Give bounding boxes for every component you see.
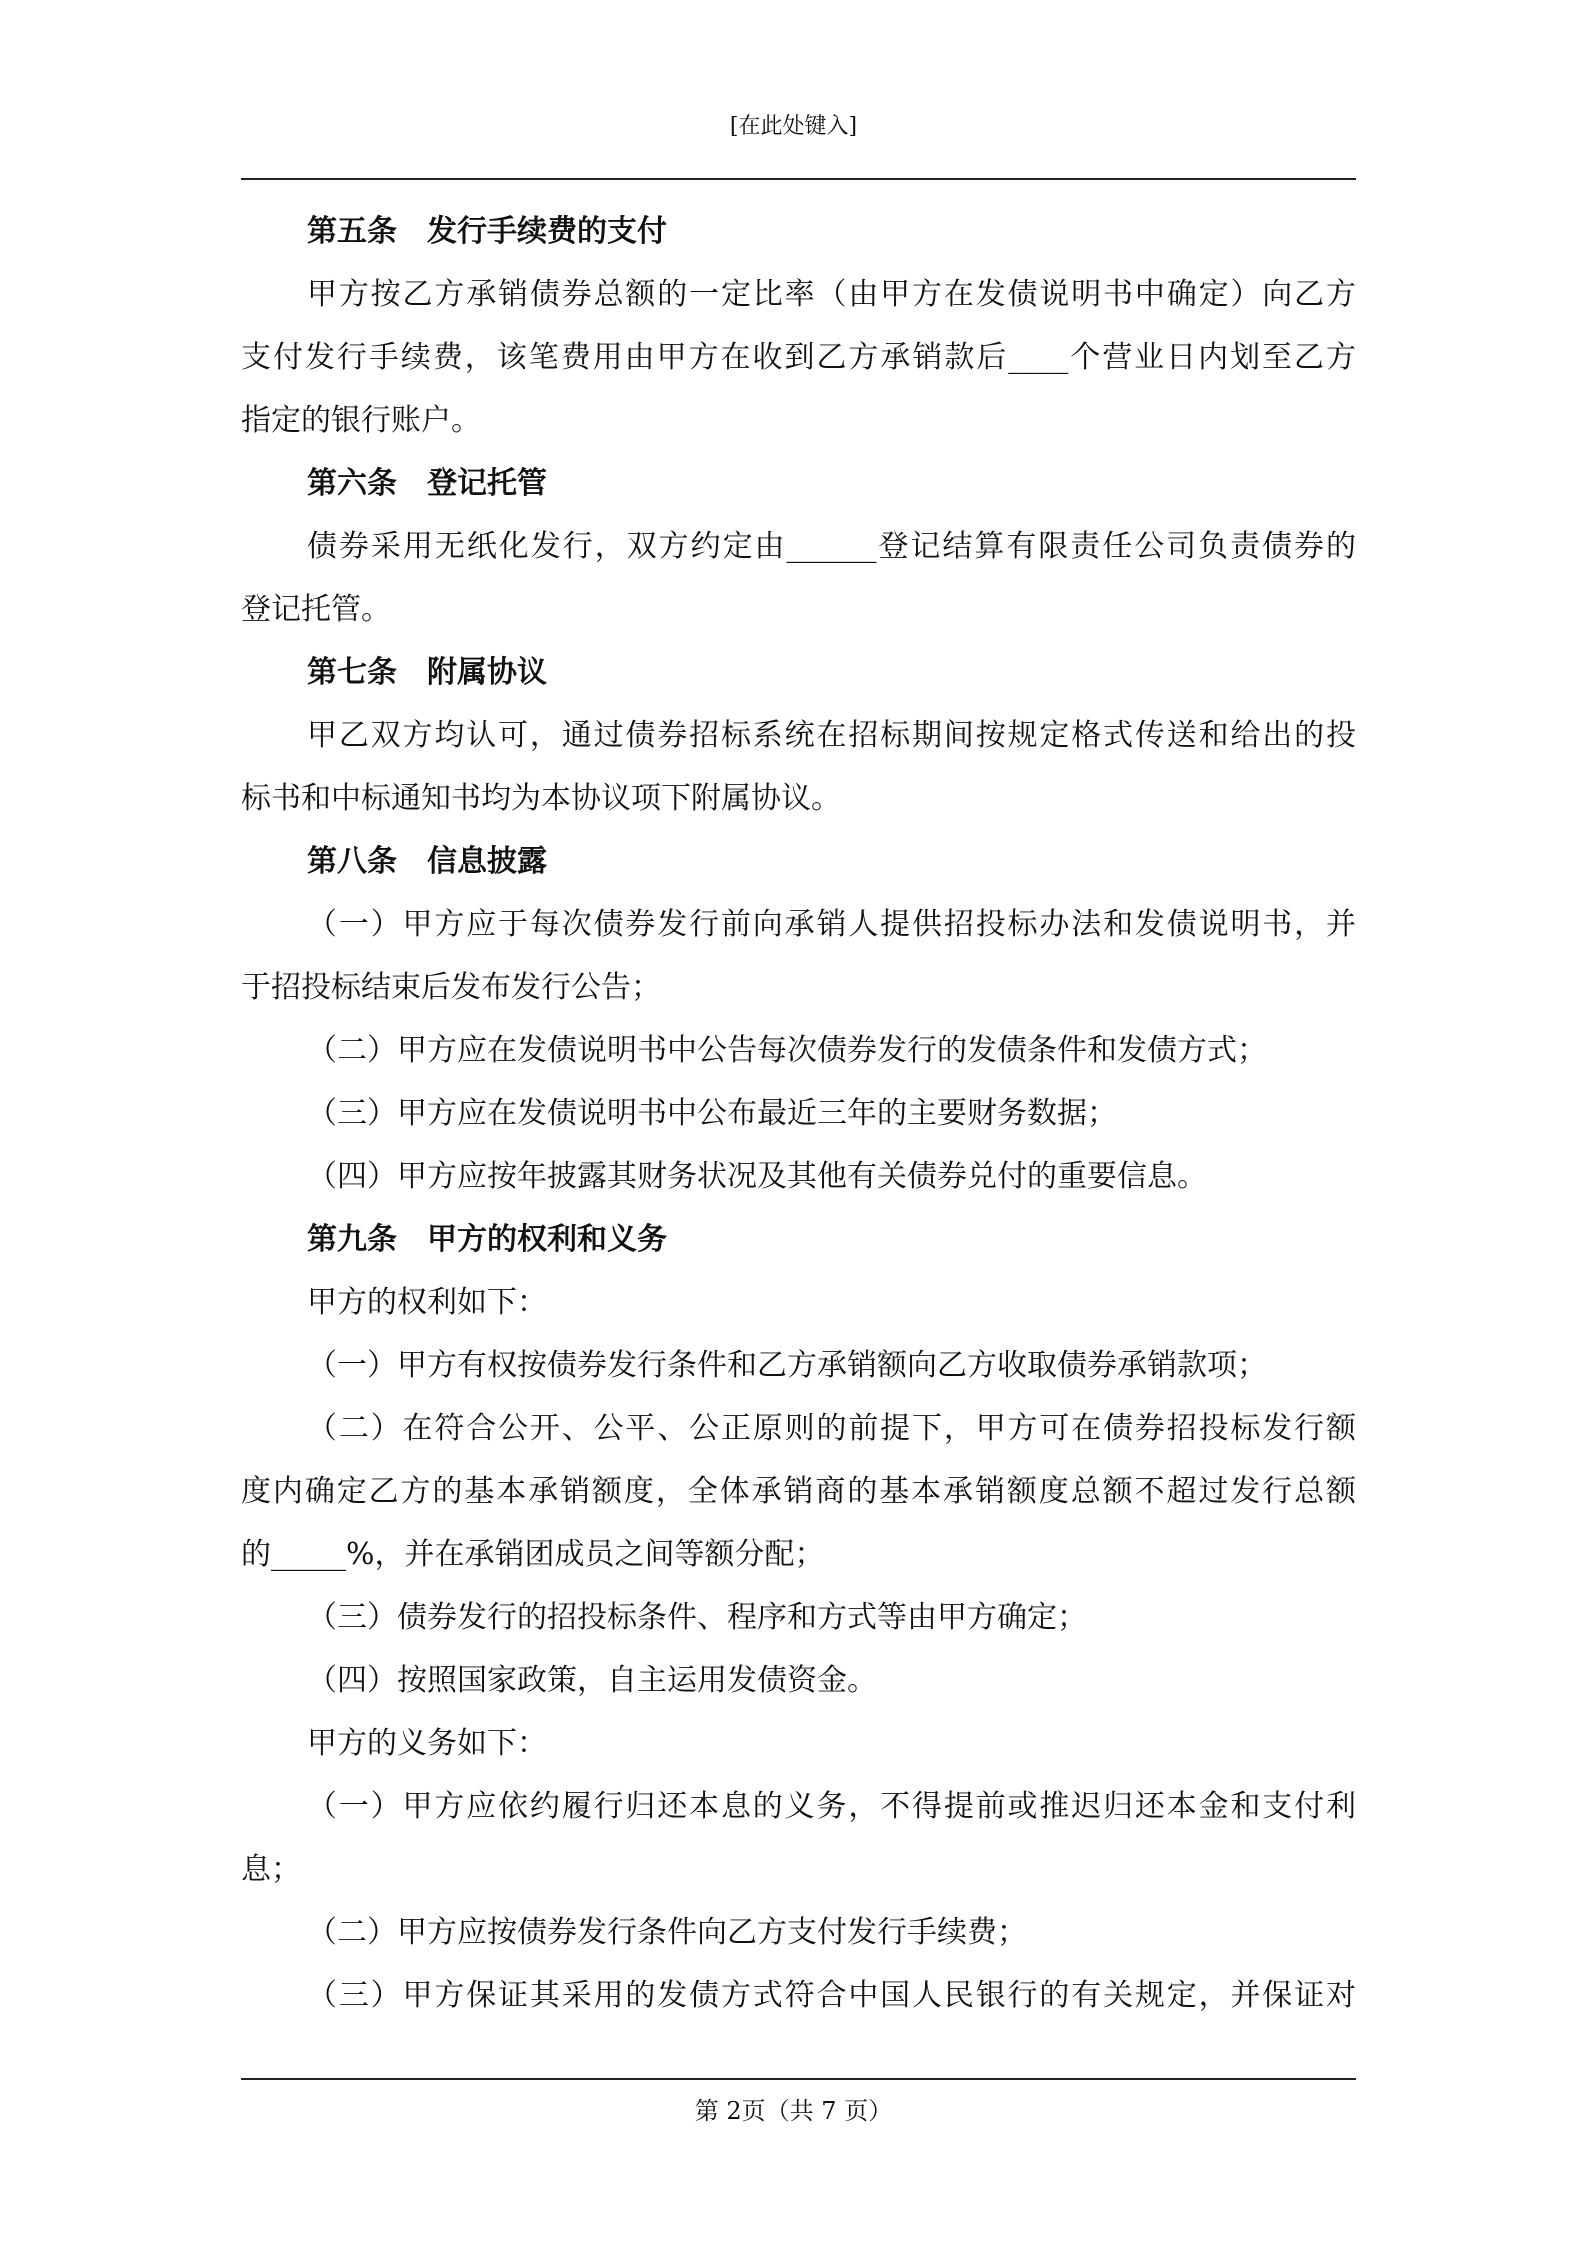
body-line: 甲方的权利如下：	[307, 1285, 547, 1320]
article-heading: 第五条 发行手续费的支付	[307, 214, 667, 249]
article-heading: 第六条 登记托管	[307, 466, 547, 501]
page-header: [在此处键入]	[729, 114, 858, 139]
body-line: （一）甲方应于每次债券发行前向承销人提供招投标办法和发债说明书，并	[307, 907, 1356, 942]
body-line: （三）甲方应在发债说明书中公布最近三年的主要财务数据；	[307, 1096, 1117, 1131]
body-line: 登记托管。	[241, 592, 391, 627]
article-heading: 第八条 信息披露	[307, 844, 547, 879]
body-line: 的_____%，并在承销团成员之间等额分配；	[241, 1537, 825, 1572]
body-line: （三）债券发行的招投标条件、程序和方式等由甲方确定；	[307, 1600, 1087, 1635]
body-line: 甲方的义务如下：	[307, 1726, 547, 1761]
body-line: 指定的银行账户。	[241, 403, 481, 438]
body-line: （四）按照国家政策，自主运用发债资金。	[307, 1663, 877, 1698]
body-line: 息；	[241, 1852, 301, 1887]
body-line: 标书和中标通知书均为本协议项下附属协议。	[241, 781, 841, 816]
page-footer: 第 2页（共 7 页）	[694, 2097, 893, 2125]
body-line: 于招投标结束后发布发行公告；	[241, 970, 661, 1005]
body-line: 度内确定乙方的基本承销额度，全体承销商的基本承销额度总额不超过发行总额	[241, 1474, 1356, 1509]
body-line: 甲乙双方均认可，通过债券招标系统在招标期间按规定格式传送和给出的投	[307, 718, 1356, 753]
header-divider	[241, 178, 1356, 180]
body-line: （三）甲方保证其采用的发债方式符合中国人民银行的有关规定，并保证对	[307, 1978, 1356, 2013]
body-line: （一）甲方有权按债券发行条件和乙方承销额向乙方收取债券承销款项；	[307, 1348, 1267, 1383]
article-heading: 第七条 附属协议	[307, 655, 547, 690]
footer-divider	[241, 2078, 1356, 2080]
body-line: 支付发行手续费，该笔费用由甲方在收到乙方承销款后____个营业日内划至乙方	[241, 340, 1356, 375]
body-line: （一）甲方应依约履行归还本息的义务，不得提前或推迟归还本金和支付利	[307, 1789, 1356, 1824]
body-line: 债券采用无纸化发行，双方约定由______登记结算有限责任公司负责债券的	[307, 529, 1356, 564]
body-line: （二）甲方应在发债说明书中公告每次债券发行的发债条件和发债方式；	[307, 1033, 1267, 1068]
article-heading: 第九条 甲方的权利和义务	[307, 1222, 667, 1257]
document-body	[241, 200, 1356, 2027]
body-line: （四）甲方应按年披露其财务状况及其他有关债券兑付的重要信息。	[307, 1159, 1207, 1194]
body-line: （二）甲方应按债券发行条件向乙方支付发行手续费；	[307, 1915, 1027, 1950]
body-line: 甲方按乙方承销债券总额的一定比率（由甲方在发债说明书中确定）向乙方	[307, 277, 1356, 312]
body-line: （二）在符合公开、公平、公正原则的前提下，甲方可在债券招投标发行额	[307, 1411, 1356, 1446]
